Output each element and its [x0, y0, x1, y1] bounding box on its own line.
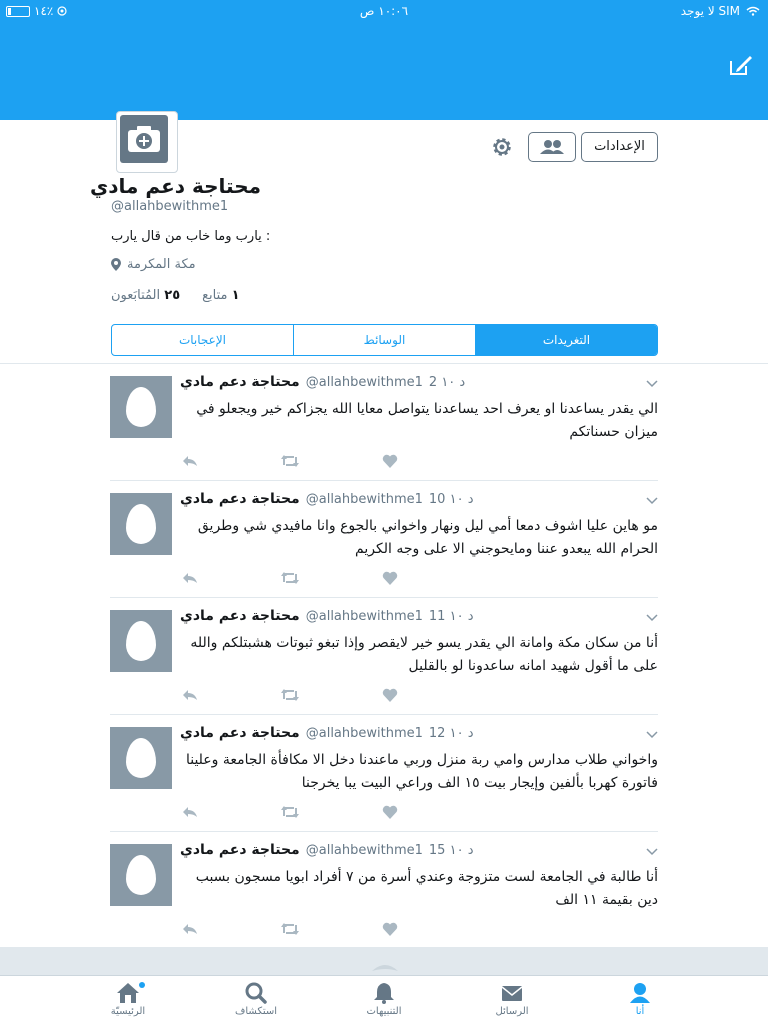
tweet-time: 2 د ١٠	[428, 374, 466, 390]
bird-logo-icon	[370, 961, 400, 975]
feed-footer	[0, 947, 768, 975]
tab-tweets[interactable]: التغريدات	[475, 325, 657, 355]
home-icon	[116, 982, 140, 1004]
battery-percent: ١٤٪	[34, 4, 54, 18]
egg-avatar-icon	[126, 387, 156, 427]
profile-tabs	[111, 324, 658, 356]
envelope-icon	[500, 982, 524, 1004]
tab-me-label: أنا	[635, 1006, 645, 1017]
tab-media[interactable]: الوسائط	[293, 325, 475, 355]
gear-icon[interactable]	[490, 135, 514, 159]
tab-likes[interactable]: الإعجابات	[178, 333, 227, 347]
tweet-author-name: محتاجة دعم مادي	[180, 374, 300, 390]
location-pin-icon	[111, 258, 121, 271]
followers-count: ٢٥	[164, 288, 181, 303]
bottom-tab-bar	[0, 975, 768, 1025]
tab-me[interactable]	[600, 982, 680, 1017]
tweet-author-name: محتاجة دعم مادي	[180, 491, 300, 507]
tweet-author-handle: @allahbewithme1	[305, 842, 423, 858]
status-bar	[0, 0, 768, 22]
tweet-actions	[180, 922, 400, 938]
egg-avatar-icon	[126, 504, 156, 544]
following-label: متابع	[202, 288, 228, 303]
like-icon[interactable]	[382, 454, 398, 468]
followers-stat[interactable]	[111, 288, 180, 303]
reply-icon[interactable]	[182, 688, 198, 702]
tweet-header	[180, 374, 465, 390]
tweet-actions	[180, 454, 400, 470]
bell-icon	[372, 982, 396, 1004]
retweet-icon[interactable]	[280, 805, 300, 819]
tweet-item[interactable]	[0, 598, 768, 715]
chevron-down-icon[interactable]	[646, 377, 658, 389]
tweet-text: واخواني طلاب مدارس وامي ربة منزل وربي ماعندنا دخل الا مكافأة الجامعة وعلينا فاتورة كهربا بألفين وإيجار بيت ١٥ الف وراعي البيت يبا يخرجنا	[185, 752, 658, 791]
tweet-avatar[interactable]	[110, 376, 172, 438]
egg-avatar-icon	[126, 738, 156, 778]
tweet-time: 11 د ١٠	[428, 608, 474, 624]
like-icon[interactable]	[382, 805, 398, 819]
chevron-down-icon[interactable]	[646, 494, 658, 506]
compose-tweet-icon[interactable]	[728, 52, 754, 78]
tweet-author-handle: @allahbewithme1	[305, 608, 423, 624]
following-count: ١	[231, 288, 240, 303]
status-time: ١٠:٠٦ ص	[359, 4, 409, 18]
retweet-icon[interactable]	[280, 688, 300, 702]
tab-explore-label: استكشاف	[234, 1006, 278, 1017]
reply-icon[interactable]	[182, 805, 198, 819]
tab-home[interactable]	[88, 982, 168, 1017]
tweet-actions	[180, 688, 400, 704]
retweet-icon[interactable]	[280, 922, 300, 936]
retweet-icon[interactable]	[280, 454, 300, 468]
tweet-author-name: محتاجة دعم مادي	[180, 608, 300, 624]
tweet-actions	[180, 805, 400, 821]
person-icon	[628, 982, 652, 1004]
like-icon[interactable]	[382, 688, 398, 702]
add-photo-icon	[127, 125, 161, 153]
tweet-text: الي يقدر يساعدنا او يعرف احد يساعدنا يتواصل معايا الله يجزاكم خير ويجعلو في ميزان حسناتكم	[196, 401, 658, 440]
carrier-label: لا يوجد SIM	[680, 4, 740, 18]
wifi-icon	[746, 6, 760, 16]
tweet-header	[180, 608, 473, 624]
reply-icon[interactable]	[182, 571, 198, 585]
tab-home-label: الرئيسيّة	[110, 1006, 146, 1017]
following-stat[interactable]	[202, 288, 239, 303]
chevron-down-icon[interactable]	[646, 845, 658, 857]
search-icon	[244, 982, 268, 1004]
new-content-dot	[139, 982, 145, 988]
like-icon[interactable]	[382, 922, 398, 936]
tab-messages-label: الرسائل	[495, 1006, 529, 1017]
tweet-text: أنا طالبة في الجامعة لست متزوجة وعندي أسرة من ٧ أفراد ابويا مسجون بسبب دين بقيمة ١١ الف	[195, 869, 658, 908]
chevron-down-icon[interactable]	[646, 728, 658, 740]
tweet-avatar[interactable]	[110, 610, 172, 672]
location-text: مكة المكرمة	[127, 257, 196, 272]
chevron-down-icon[interactable]	[646, 611, 658, 623]
egg-avatar-icon	[126, 855, 156, 895]
tweet-header	[180, 491, 473, 507]
edit-profile-button[interactable]: الإعدادات	[581, 132, 658, 162]
tweet-header	[180, 725, 473, 741]
people-button[interactable]	[528, 132, 576, 162]
tweet-item[interactable]	[0, 364, 768, 481]
follow-counts	[111, 288, 240, 303]
tweet-author-handle: @allahbewithme1	[305, 374, 423, 390]
tweet-text: مو هاين عليا اشوف دمعا أمي ليل ونهار واخواني بالجوع وانا مافيدي شي وطريق الحرام الله يبعدو عننا ومايحوجني الا على وجه الكريم	[197, 518, 658, 557]
tweet-text: أنا من سكان مكة وامانة الي يقدر يسو خير لايقصر وإذا تبغو ثبوتات هشبتلكم والله على ما أقول شهيد امانه ساعدونا لو بالقليل	[190, 635, 658, 674]
tweet-time: 15 د ١٠	[428, 842, 474, 858]
profile-header-banner	[0, 22, 768, 120]
tweet-avatar[interactable]	[110, 844, 172, 906]
tweet-author-handle: @allahbewithme1	[305, 491, 423, 507]
profile-handle: @allahbewithme1	[111, 199, 229, 214]
profile-bio: : يارب وما خاب من قال يارب	[111, 229, 271, 244]
tab-explore[interactable]	[216, 982, 296, 1017]
tweet-item[interactable]	[0, 481, 768, 598]
tweet-author-name: محتاجة دعم مادي	[180, 842, 300, 858]
tab-notifications[interactable]	[344, 982, 424, 1017]
like-icon[interactable]	[382, 571, 398, 585]
profile-name: محتاجة دعم مادي	[89, 174, 261, 198]
tweet-time: 12 د ١٠	[428, 725, 474, 741]
people-icon	[539, 139, 565, 155]
tab-notifications-label: التنبيهات	[366, 1006, 402, 1017]
followers-label: المُتابَعون	[111, 288, 161, 303]
tweet-avatar[interactable]	[110, 493, 172, 555]
tweet-time: 10 د ١٠	[428, 491, 474, 507]
reply-icon[interactable]	[182, 454, 198, 468]
profile-avatar[interactable]	[116, 111, 178, 173]
retweet-icon[interactable]	[280, 571, 300, 585]
egg-avatar-icon	[126, 621, 156, 661]
tweet-avatar[interactable]	[110, 727, 172, 789]
tab-messages[interactable]	[472, 982, 552, 1017]
tweet-item[interactable]	[0, 715, 768, 832]
profile-card	[0, 120, 768, 364]
tweet-actions	[180, 571, 400, 587]
tweet-item[interactable]	[0, 832, 768, 949]
tweet-author-handle: @allahbewithme1	[305, 725, 423, 741]
tweet-header	[180, 842, 473, 858]
profile-location	[111, 257, 196, 272]
reply-icon[interactable]	[182, 922, 198, 936]
tweet-feed	[0, 364, 768, 947]
tweet-author-name: محتاجة دعم مادي	[180, 725, 300, 741]
